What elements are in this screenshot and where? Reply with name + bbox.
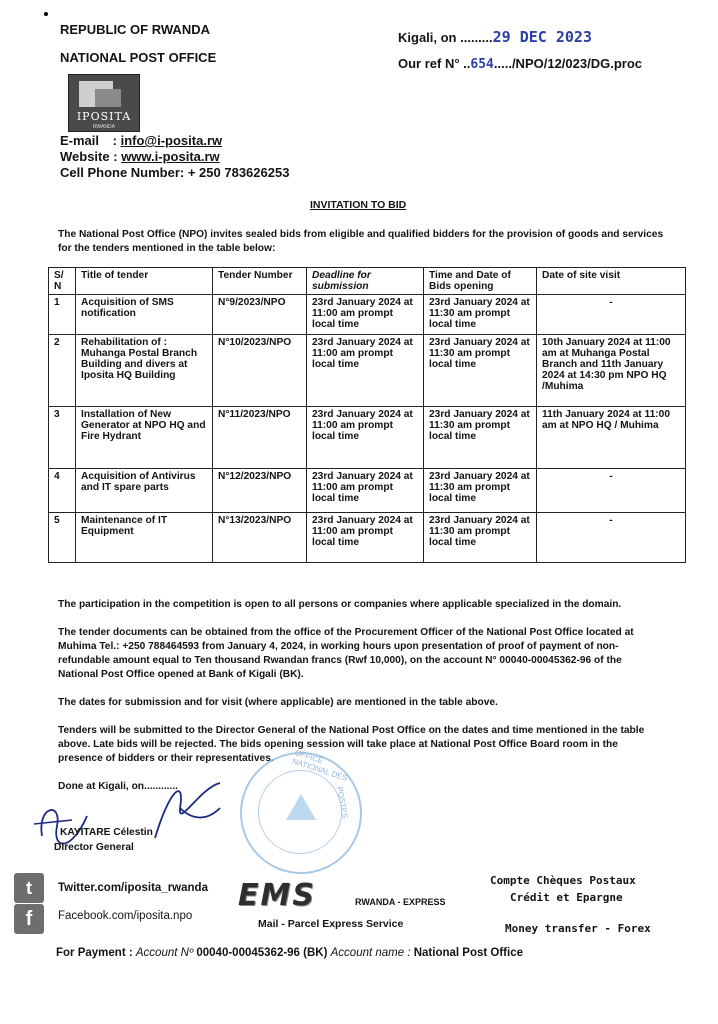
official-stamp [240, 747, 362, 874]
cell-opening: 23rd January 2024 at 11:30 am prompt local time [424, 469, 537, 513]
document-title: INVITATION TO BID [310, 199, 407, 211]
cell-sn: 5 [49, 513, 76, 563]
email-label: E-mail [60, 133, 100, 148]
logo-text: IPOSITA [76, 110, 132, 123]
logo-subtext: RWANDA [93, 124, 115, 130]
email-separator: : [112, 133, 117, 148]
table-row [49, 335, 686, 407]
cell-deadline: 23rd January 2024 at 11:00 am prompt local time [307, 335, 424, 407]
cell-sn: 1 [49, 295, 76, 335]
account-name-label: Account name : [330, 947, 411, 959]
place-label: Kigali, on [398, 30, 457, 45]
cell-title: Acquisition of Antivirus and IT spare parts [76, 469, 213, 513]
signatory-name: KAYITARE Célestin [60, 827, 153, 838]
cell-opening: 23rd January 2024 at 11:30 am prompt local time [424, 407, 537, 469]
date-line [398, 28, 592, 46]
account-name: National Post Office [413, 947, 524, 959]
cell-number: N°12/2023/NPO [213, 469, 307, 513]
phone-row: Cell Phone Number: + 250 783626253 [60, 165, 290, 180]
ref-suffix: ...../NPO/12/023/DG.proc [493, 56, 643, 71]
cell-deadline: 23rd January 2024 at 11:00 am prompt local time [307, 407, 424, 469]
cell-number: N°9/2023/NPO [213, 295, 307, 335]
logo-block-shade [95, 89, 121, 107]
handwritten-ref: 654 [470, 57, 494, 72]
account-label: Account Nº [135, 947, 194, 959]
paragraph-participation: The participation in the competition is open to all persons or companies where applicable specialized in the domain. [58, 599, 622, 610]
ems-logo [238, 878, 316, 913]
signature-mark [150, 778, 230, 848]
website-link[interactable]: www.i-posita.rw [121, 149, 220, 164]
cell-number: N°11/2023/NPO [213, 407, 307, 469]
table-header-row [49, 268, 686, 295]
iposita-logo [68, 74, 140, 132]
money-transfer-line: Money transfer - Forex [505, 922, 651, 935]
facebook-icon: f [14, 904, 44, 934]
ems-tagline: RWANDA - EXPRESS [355, 897, 446, 907]
ref-label: Our ref N° [398, 56, 460, 71]
cell-number: N°10/2023/NPO [213, 335, 307, 407]
republic-heading: REPUBLIC OF RWANDA [60, 22, 210, 37]
cell-title: Maintenance of IT Equipment [76, 513, 213, 563]
handwritten-date: 29 DEC 2023 [492, 28, 592, 46]
ems-service-line: Mail - Parcel Express Service [258, 918, 404, 930]
header-site-visit: Date of site visit [537, 268, 686, 295]
intro-paragraph: The National Post Office (NPO) invites sealed bids from eligible and qualified bidders for the provision of goods and services for the tenders mentioned in the table below: [58, 229, 664, 254]
ems-logo-text: EMS [238, 878, 316, 913]
office-heading: NATIONAL POST OFFICE [60, 50, 217, 65]
ccp-line-2: Crédit et Epargne [510, 891, 623, 904]
header-title: Title of tender [76, 268, 213, 295]
cell-opening: 23rd January 2024 at 11:30 am prompt local time [424, 335, 537, 407]
cell-visit: 11th January 2024 at 11:00 am at NPO HQ / Muhima [537, 407, 686, 469]
website-label: Website : [60, 149, 118, 164]
cell-sn: 3 [49, 407, 76, 469]
dot-mark [44, 12, 48, 16]
payment-line [56, 947, 523, 959]
header-opening: Time and Date of Bids opening [424, 268, 537, 295]
account-value: 00040-00045362-96 (BK) [196, 947, 328, 959]
header-sn: S/ N [49, 268, 76, 295]
payment-label: For Payment : [56, 947, 133, 959]
cell-visit: 10th January 2024 at 11:00 am at Muhanga Postal Branch and 11th January 2024 at 14:30 pm NPO HQ /Muhima [537, 335, 686, 407]
email-row [60, 133, 289, 149]
contact-block [60, 133, 289, 181]
cell-deadline: 23rd January 2024 at 11:00 am prompt local time [307, 513, 424, 563]
cell-opening: 23rd January 2024 at 11:30 am prompt local time [424, 295, 537, 335]
tender-table [48, 267, 686, 563]
stamp-emblem [286, 794, 316, 820]
stamp-text-side: POSTES [334, 785, 350, 820]
cell-visit: - [537, 295, 686, 335]
table-row [49, 513, 686, 563]
done-at-line: Done at Kigali, on............ [58, 781, 178, 792]
paragraph-submission: Tenders will be submitted to the Director General of the National Post Office on the dates and time mentioned in the table above. Late bids will be rejected. The bids opening session will take place at National Post Office Board room in the presence of bidders or their representatives. [58, 725, 645, 764]
ccp-line-1: Compte Chèques Postaux [490, 874, 636, 887]
website-row [60, 149, 289, 165]
cell-opening: 23rd January 2024 at 11:30 am prompt local time [424, 513, 537, 563]
stamp-text-top: OFFICE NATIONAL DES [290, 747, 349, 783]
table-row [49, 407, 686, 469]
cell-title: Rehabilitation of : Muhanga Postal Branch Building and divers at Iposita HQ Building [76, 335, 213, 407]
cell-visit: - [537, 469, 686, 513]
email-link[interactable]: info@i-posita.rw [120, 133, 223, 148]
cell-sn: 4 [49, 469, 76, 513]
signatory-role: Director General [54, 842, 134, 853]
cell-visit: - [537, 513, 686, 563]
cell-sn: 2 [49, 335, 76, 407]
place-dots: ......... [460, 30, 493, 45]
table-row [49, 469, 686, 513]
cell-deadline: 23rd January 2024 at 11:00 am prompt local time [307, 295, 424, 335]
twitter-handle[interactable]: Twitter.com/iposita_rwanda [58, 882, 208, 894]
cell-number: N°13/2023/NPO [213, 513, 307, 563]
cell-deadline: 23rd January 2024 at 11:00 am prompt local time [307, 469, 424, 513]
cell-title: Installation of New Generator at NPO HQ and Fire Hydrant [76, 407, 213, 469]
twitter-icon: t [14, 873, 44, 903]
header-tender-number: Tender Number [213, 268, 307, 295]
table-row [49, 295, 686, 335]
facebook-handle[interactable]: Facebook.com/iposita.npo [58, 910, 193, 922]
header-deadline: Deadline for submission [307, 268, 424, 295]
paragraph-dates: The dates for submission and for visit (where applicable) are mentioned in the table above. [58, 697, 498, 708]
paragraph-documents: The tender documents can be obtained from the office of the Procurement Officer of the National Post Office located at Muhima Tel.: +250 788464593 from January 4, 2024, in working hours upon presentation of proof of payment of non-refundable amount equal to Ten thousand Rwandan francs (Rwf 10,000), on the account N° 00040-00045362-96 of the National Post Office opened at Bank of Kigali (BK). [58, 627, 634, 680]
reference-line [398, 56, 642, 72]
ref-dots: .. [463, 56, 471, 71]
cell-title: Acquisition of SMS notification [76, 295, 213, 335]
